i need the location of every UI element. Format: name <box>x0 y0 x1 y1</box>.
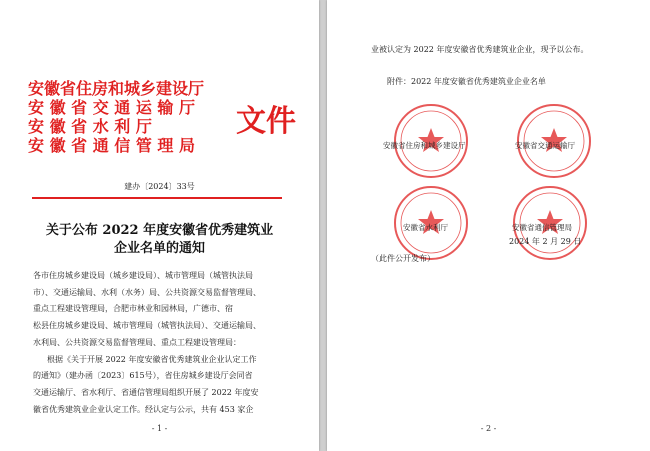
body-line: 根据《关于开展 2022 年度安徽省优秀建筑业企业认定工作 <box>47 354 257 364</box>
body-line: 的通知》（建办函〔2023〕615号），省住房城乡建设厅会同省 <box>33 371 253 381</box>
page-number-2: - 2 - <box>480 424 497 433</box>
body-line: 各市住房城乡建设局（城乡建设局）、城市管理局（城管执法局 <box>33 271 253 280</box>
issuer-line-3: 安 徽 省 水 利 厅 <box>28 117 152 136</box>
red-divider <box>32 197 282 199</box>
seal-caption-4: 安徽省通信管理局 <box>512 223 572 232</box>
title-line-2: 企业名单的通知 <box>113 241 205 256</box>
body-line: 市）、交通运输局、水利（水务）局、公共资源交易监督管理局、 <box>33 287 261 297</box>
notice-title <box>0 222 319 258</box>
body-line: 松县住房城乡建设局、城市管理局（城管执法局）、交通运输局、 <box>33 321 261 331</box>
issue-date: 2024 年 2 月 29 日 <box>509 237 582 246</box>
title-line-1: 关于公布 2022 年度安徽省优秀建筑业 <box>45 223 274 238</box>
notice-body <box>33 268 285 418</box>
body-line: 交通运输厅、省水利厅、省通信管理局组织开展了 2022 年度安 <box>33 387 259 397</box>
continuation-text: 业被认定为 2022 年度安徽省优秀建筑业企业，现予以公布。 <box>371 45 589 54</box>
issuer-line-2: 安 徽 省 交 通 运 输 厅 <box>28 98 195 117</box>
body-line: 水利局、公共资源交易监督管理局、重点工程建设管理局： <box>33 337 241 347</box>
disclosure-note: （此件公开发布） <box>371 254 435 263</box>
page-1 <box>0 0 319 451</box>
seal-caption-3: 安徽省水利厅 <box>403 223 448 232</box>
issuer-line-1: 安徽省住房和城乡建设厅 <box>28 79 205 98</box>
seal-caption-2: 安徽省交通运输厅 <box>515 141 575 150</box>
page-number-1: - 1 - <box>151 424 168 433</box>
page-2 <box>327 0 650 451</box>
issuer-line-4: 安 徽 省 通 信 管 理 局 <box>28 136 195 155</box>
attachment-line: 附件：2022 年度安徽省优秀建筑业企业名单 <box>387 77 546 86</box>
body-line: 重点工程建设管理局，合肥市林业和园林局，广德市、宿 <box>33 304 233 314</box>
seal-caption-1: 安徽省住房和城乡建设厅 <box>383 141 466 150</box>
document-word: 文件 <box>236 104 296 139</box>
body-line: 徽省优秀建筑业企业认定工作。经认定与公示，共有 453 家企 <box>33 404 254 414</box>
document-number: 建办〔2024〕33号 <box>124 182 195 191</box>
